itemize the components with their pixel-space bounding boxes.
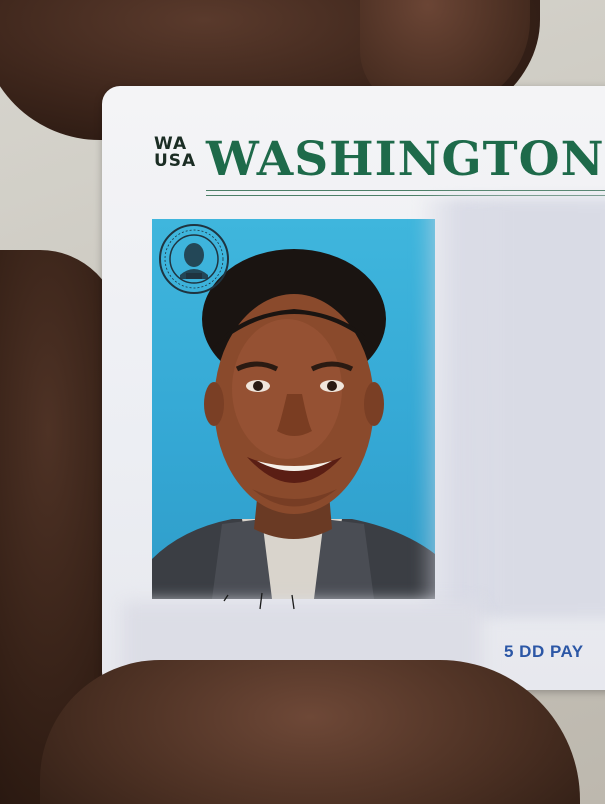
field-5-dd: 5 DD PAY: [504, 642, 584, 661]
state-abbr-line1: WA: [154, 134, 188, 154]
state-seal-icon: [158, 223, 230, 295]
state-name-heading: WASHINGTON: [206, 132, 605, 187]
signature-stroke: [222, 591, 372, 611]
state-abbr-line2: USA: [154, 151, 197, 171]
bottom-finger: [40, 660, 580, 804]
drivers-license-card: [102, 86, 605, 690]
header-rule: [206, 190, 605, 196]
state-abbreviation: [154, 136, 196, 170]
id-photo: [152, 219, 435, 599]
redacted-info-right: [417, 198, 605, 618]
